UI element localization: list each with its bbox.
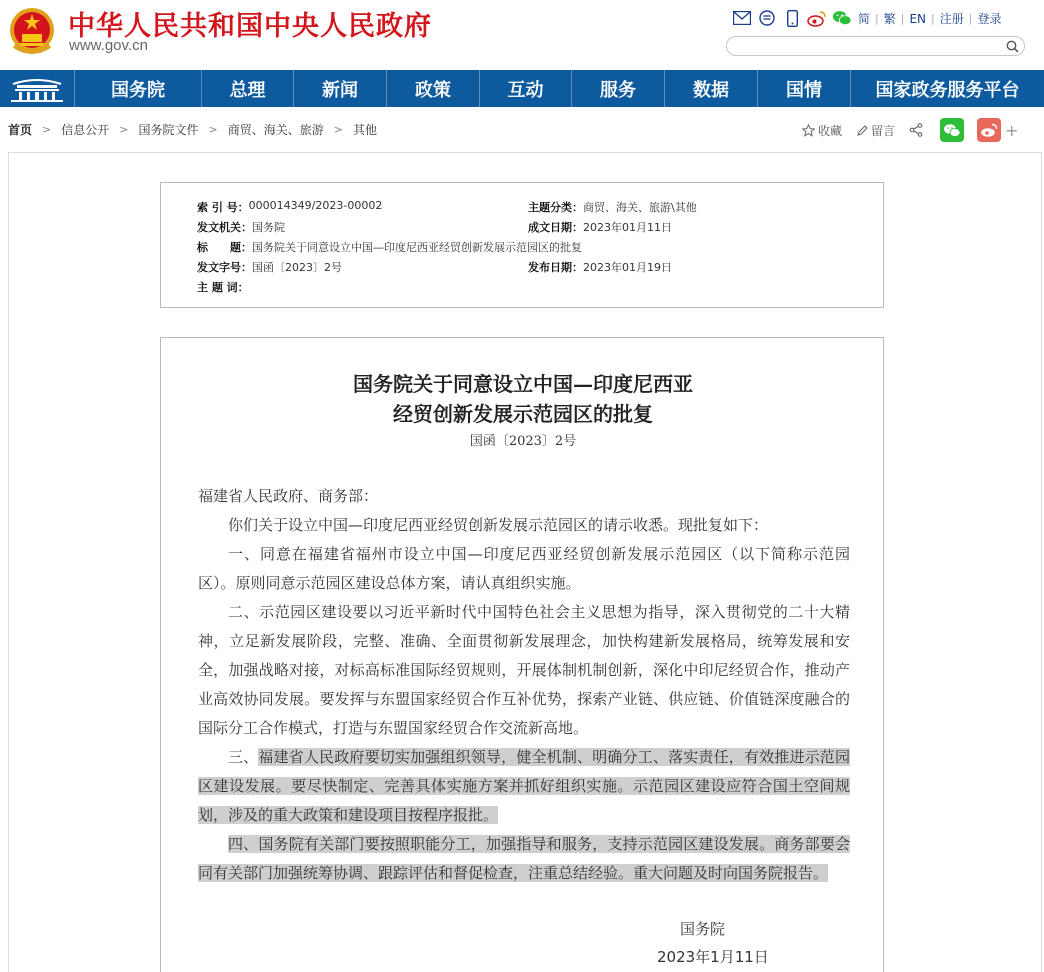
doc-number-value: 国函〔2023〕2号 xyxy=(252,261,342,274)
info-row-index xyxy=(197,199,382,215)
nav-item-policy[interactable]: 政策 xyxy=(387,70,480,107)
article-paragraph-3: 二、示范园区建设要以习近平新时代中国特色社会主义思想为指导，深入贯彻党的二十大精神，立足新发展阶段，完整、准确、全面贯彻新发展理念，加快构建新发展格局，统筹发展和安全，加强战略对接，对标高标准国际经贸规则，开展体制机制创新，深化中印尼经贸合作，推动产业高效协同发展。要发挥与东盟国家经贸合作互补优势，探索产业链、供应链、价值链深度融合的国际分工合作模式，打造与东盟国家经贸合作交流新高地。 xyxy=(198,603,850,737)
keywords-label: 主 题 词： xyxy=(197,281,249,294)
nav-item-national-info[interactable]: 国情 xyxy=(758,70,851,107)
article-title-line-1: 国务院关于同意设立中国—印度尼西亚 xyxy=(353,372,693,396)
category-label: 主题分类： xyxy=(528,201,583,214)
mobile-icon[interactable] xyxy=(782,8,802,28)
article-title-line-2: 经贸创新发展示范园区的批复 xyxy=(393,402,653,426)
issuer-value: 国务院 xyxy=(252,221,285,234)
written-date-label: 成文日期： xyxy=(528,221,583,234)
home-gate-icon[interactable] xyxy=(0,70,75,107)
document-info-table xyxy=(160,182,884,308)
article-paragraph-1: 你们关于设立中国—印度尼西亚经贸创新发展示范园区的请示收悉。现批复如下： xyxy=(228,516,769,534)
index-value: 000014349/2023-00002 xyxy=(248,199,383,212)
lang-english-link[interactable]: EN xyxy=(909,11,927,26)
breadcrumb-commerce[interactable]: 商贸、海关、旅游 xyxy=(227,123,324,137)
chevron-right-icon: > xyxy=(42,123,52,136)
highlighted-text: 福建省人民政府要切实加强组织领导，健全机制、明确分工、落实责任，有效推进示范园区建设发展。要尽快制定、完善具体实施方案并抓好组织实施。示范园区建设应符合国土空间规划，涉及的重大政策和建设项目按程序报批。 xyxy=(198,748,850,824)
top-links xyxy=(858,10,1002,27)
article xyxy=(160,337,884,972)
pen-icon xyxy=(856,124,868,137)
favorite-button[interactable] xyxy=(802,122,842,139)
publish-date-value: 2023年01月19日 xyxy=(583,261,672,274)
article-tools xyxy=(802,118,1018,142)
divider: | xyxy=(900,12,905,25)
comment-label: 留言 xyxy=(871,123,896,138)
weibo-icon[interactable] xyxy=(807,8,827,28)
search-input[interactable] xyxy=(726,36,1025,56)
nav-item-data[interactable]: 数据 xyxy=(665,70,758,107)
share-wechat-button[interactable] xyxy=(940,118,964,142)
message-icon[interactable] xyxy=(757,8,777,28)
site-header xyxy=(0,0,1044,70)
share-button[interactable] xyxy=(909,123,926,137)
chevron-right-icon: > xyxy=(208,123,218,136)
breadcrumb-info-disclosure[interactable]: 信息公开 xyxy=(61,123,110,137)
wechat-icon[interactable] xyxy=(832,8,852,28)
register-link[interactable]: 注册 xyxy=(939,12,964,26)
doc-number-label: 发文字号： xyxy=(197,261,252,274)
nav-item-news[interactable]: 新闻 xyxy=(294,70,387,107)
highlighted-text: 四、国务院有关部门要按照职能分工，加强指导和服务，支持示范园区建设发展。商务部要会同有关部门加强统筹协调、跟踪评估和督促检查，注重总结经验。重大问题及时向国务院报告。 xyxy=(198,835,850,882)
wechat-icon xyxy=(943,123,961,138)
weibo-icon xyxy=(980,123,998,138)
info-row-category xyxy=(528,199,697,215)
login-link[interactable]: 登录 xyxy=(977,12,1002,26)
share-icon xyxy=(909,123,923,137)
star-icon xyxy=(802,124,815,137)
search-icon[interactable] xyxy=(1006,40,1019,53)
breadcrumb-home[interactable]: 首页 xyxy=(8,123,33,137)
written-date-value: 2023年01月11日 xyxy=(583,221,672,234)
breadcrumb xyxy=(8,121,377,138)
nav-item-service-platform[interactable]: 国家政务服务平台 xyxy=(875,79,1020,101)
article-salutation: 福建省人民政府、商务部： xyxy=(198,487,379,505)
share-weibo-button[interactable] xyxy=(977,118,1001,142)
lang-simplified-link[interactable]: 简 xyxy=(858,12,871,26)
article-date: 2023年1月11日 xyxy=(657,948,769,966)
breadcrumb-state-council-docs[interactable]: 国务院文件 xyxy=(138,123,199,137)
article-body xyxy=(198,482,850,888)
divider: | xyxy=(968,12,973,25)
favorite-label: 收藏 xyxy=(818,123,843,138)
title-value: 国务院关于同意设立中国—印度尼西亚经贸创新发展示范园区的批复 xyxy=(252,241,582,254)
info-row-title xyxy=(197,239,582,255)
index-label: 索 引 号： xyxy=(197,201,249,214)
comment-button[interactable] xyxy=(856,122,895,139)
lang-traditional-link[interactable]: 繁 xyxy=(883,12,896,26)
site-domain[interactable]: www.gov.cn xyxy=(69,37,148,54)
article-signature: 国务院 xyxy=(680,920,726,938)
article-paragraph-5 xyxy=(198,830,850,888)
nav-item-state-council[interactable]: 国务院 xyxy=(75,70,202,107)
issuer-label: 发文机关： xyxy=(197,221,252,234)
title-label: 标 题： xyxy=(197,241,252,254)
info-row-doc-number xyxy=(197,259,342,275)
main-nav xyxy=(0,70,1044,107)
publish-date-label: 发布日期： xyxy=(528,261,583,274)
info-row-issuer xyxy=(197,219,285,235)
article-paragraph-4 xyxy=(198,743,850,830)
article-paragraph-2: 一、同意在福建省福州市设立中国—印度尼西亚经贸创新发展示范园区（以下简称示范园区）。原则同意示范园区建设总体方案，请认真组织实施。 xyxy=(198,545,850,592)
article-doc-number: 国函〔2023〕2号 xyxy=(469,434,577,449)
mail-icon[interactable] xyxy=(732,8,752,28)
top-icon-bar xyxy=(732,8,857,28)
site-title[interactable]: 中华人民共和国中央人民政府 xyxy=(68,11,432,42)
divider: | xyxy=(875,12,879,25)
breadcrumb-other[interactable]: 其他 xyxy=(352,123,377,137)
info-row-keywords xyxy=(197,279,249,295)
nav-item-premier[interactable]: 总理 xyxy=(202,70,294,107)
nav-item-services[interactable]: 服务 xyxy=(572,70,665,107)
nav-item-interaction[interactable]: 互动 xyxy=(480,70,572,107)
category-value: 商贸、海关、旅游\其他 xyxy=(583,201,697,214)
chevron-right-icon: > xyxy=(333,123,343,136)
info-row-written-date xyxy=(528,219,672,235)
chevron-right-icon: > xyxy=(119,123,129,136)
national-emblem-icon[interactable] xyxy=(8,6,56,56)
divider: | xyxy=(931,12,935,25)
more-share-button[interactable]: + xyxy=(1005,120,1019,140)
info-row-publish-date xyxy=(528,259,672,275)
paragraph-4-prefix: 三、 xyxy=(228,748,259,766)
